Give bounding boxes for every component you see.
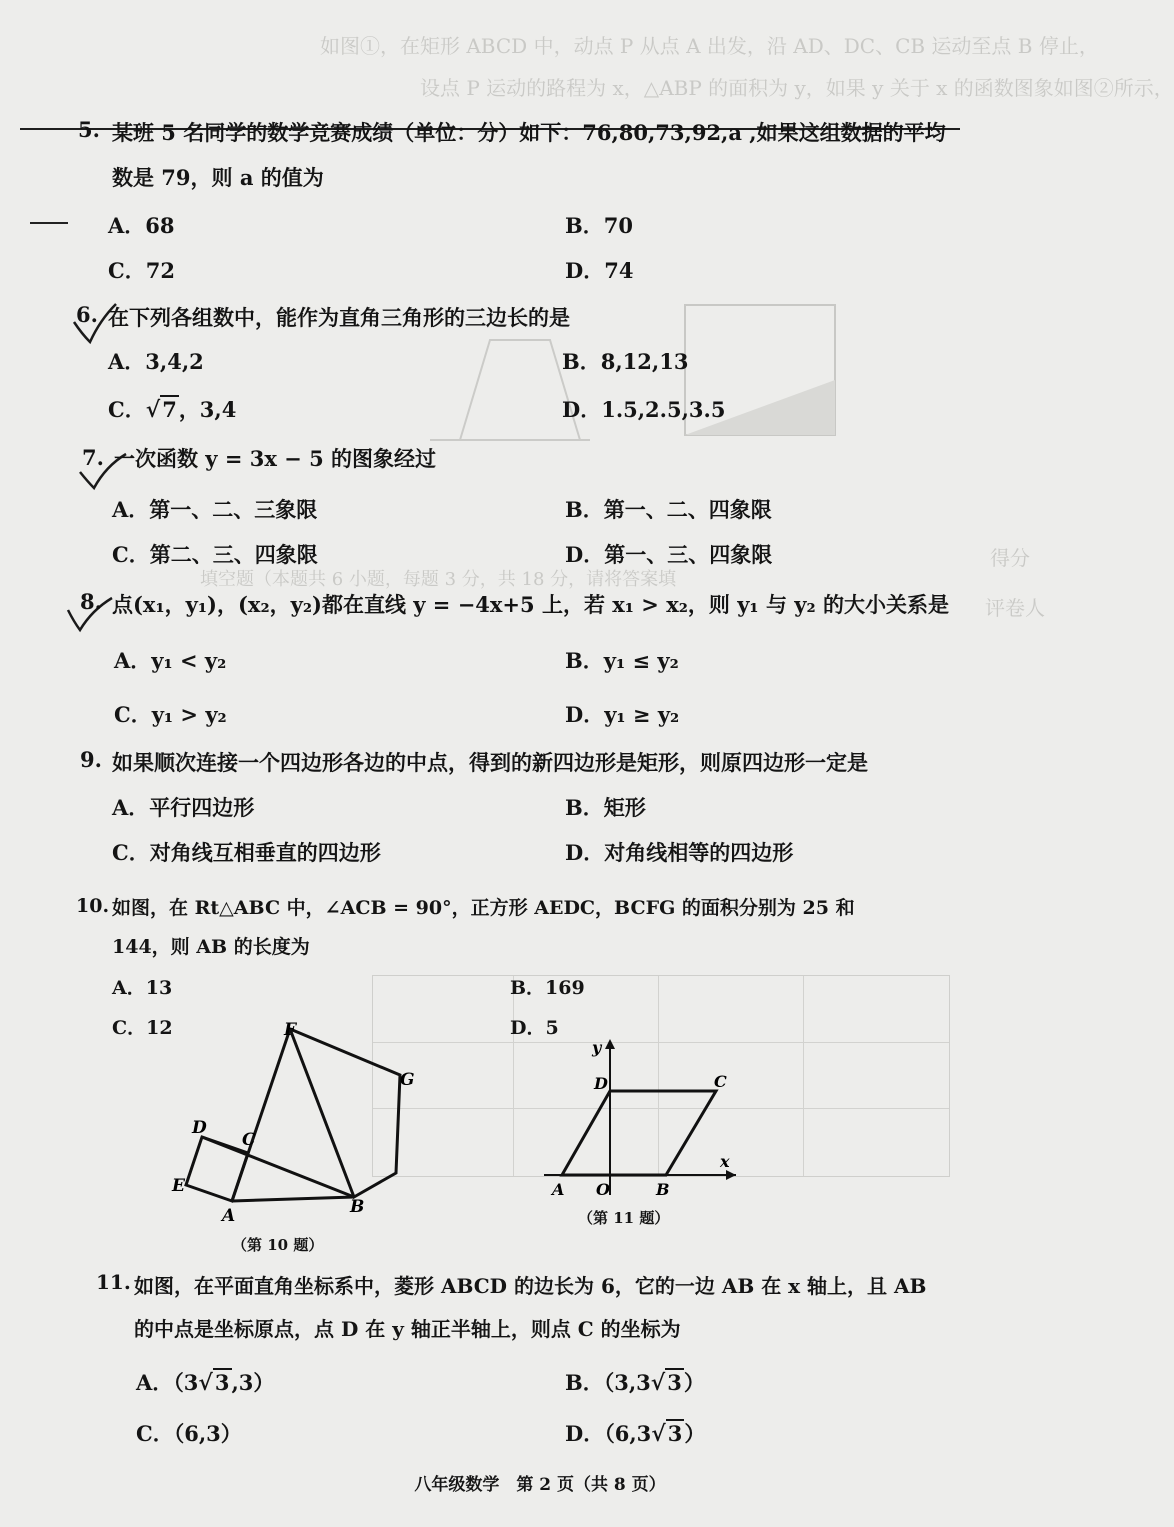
q9-number: 9. [80, 747, 102, 772]
sqrt-symbol: √ [650, 1370, 666, 1396]
side-ab-bottom [232, 1197, 354, 1201]
q5-line2: 数是 79，则 a 的值为 [112, 165, 324, 190]
bleed-through-score: 得分 [990, 546, 1030, 570]
q5-number: 5. [78, 117, 100, 142]
q11-option-c[interactable]: C．（6,3） [136, 1421, 242, 1446]
q6-option-c-rest: ，3,4 [178, 397, 237, 422]
square-bcfg [290, 1029, 400, 1197]
y-axis-arrow-icon [605, 1039, 615, 1049]
q8-option-c[interactable]: C．y₁ > y₂ [114, 702, 227, 727]
q10-option-a[interactable]: A．13 [112, 977, 173, 999]
q6-option-a[interactable]: A．3,4,2 [108, 349, 204, 374]
hypotenuse-ab [202, 1137, 354, 1197]
sqrt-symbol: √ [145, 397, 161, 423]
q10-figure [160, 1015, 430, 1225]
q6-option-d[interactable]: D．1.5,2.5,3.5 [562, 397, 726, 422]
page-footer: 八年级数学 第 2 页（共 8 页） [414, 1475, 666, 1495]
scan-dash-mark [30, 222, 68, 224]
bleed-through-fill: 填空题（本题共 6 小题，每题 3 分，共 18 分，请将答案填 [200, 569, 677, 590]
q9-stem: 如果顺次连接一个四边形各边的中点，得到的新四边形是矩形，则原四边形一定是 [112, 750, 868, 775]
q5-option-c[interactable]: C．72 [108, 258, 175, 283]
q10-number: 10. [76, 895, 110, 917]
q11-number: 11. [96, 1270, 131, 1294]
q6-option-c-prefix: C． [108, 397, 146, 422]
q11-line2: 的中点是坐标原点，点 D 在 y 轴正半轴上，则点 C 的坐标为 [134, 1317, 681, 1341]
q11-caption: （第 11 题） [578, 1209, 670, 1227]
q8-stem: 点(x₁，y₁)，(x₂，y₂)都在直线 y = −4x+5 上，若 x₁ > x₂，则 y₁ 与 y₂ 的大小关系是 [112, 592, 949, 617]
q11-line1: 如图，在平面直角坐标系中，菱形 ABCD 的边长为 6，它的一边 AB 在 x 轴上，且 AB [134, 1274, 927, 1298]
q7-option-b[interactable]: B．第一、二、四象限 [565, 497, 772, 522]
x-axis-arrow-icon [726, 1170, 736, 1180]
q5-option-d[interactable]: D．74 [565, 258, 634, 283]
sqrt-symbol: √ [198, 1370, 213, 1396]
bleed-through-grader: 评卷人 [985, 596, 1045, 620]
q11-option-a-prefix: A．（3 [136, 1370, 199, 1395]
label-d: D [192, 1118, 207, 1138]
q6-stem: 在下列各组数中，能作为直角三角形的三边长的是 [108, 305, 570, 330]
q11-option-b-suffix: ） [683, 1370, 705, 1395]
q9-option-b[interactable]: B．矩形 [565, 795, 646, 820]
q11-option-a-suffix: ,3） [231, 1370, 275, 1395]
q10-option-d[interactable]: D．5 [510, 1017, 559, 1039]
q8-option-a[interactable]: A．y₁ < y₂ [114, 648, 227, 673]
label-x: x [720, 1152, 730, 1171]
q5-option-b[interactable]: B．70 [565, 213, 633, 238]
label-g: G [400, 1070, 415, 1090]
q7-option-d[interactable]: D．第一、三、四象限 [565, 542, 773, 567]
q6-option-c[interactable] [108, 394, 236, 424]
sqrt-symbol: √ [651, 1421, 666, 1447]
label-c: C [714, 1072, 727, 1091]
q7-option-a[interactable]: A．第一、二、三象限 [112, 497, 318, 522]
rhombus-abcd [562, 1091, 716, 1175]
q9-option-d[interactable]: D．对角线相等的四边形 [565, 840, 794, 865]
label-o: O [596, 1180, 610, 1199]
q6-option-c-radicand: 7 [162, 397, 177, 422]
q7-stem: 一次函数 y = 3x − 5 的图象经过 [114, 446, 437, 471]
q8-number: 8. [80, 589, 102, 614]
q11-option-b[interactable] [565, 1367, 705, 1397]
label-a: A [222, 1206, 236, 1226]
q5-line1: 某班 5 名同学的数学竞赛成绩（单位：分）如下：76,80,73,92,a ,如果这组数据的平均 [112, 120, 946, 145]
label-a: A [552, 1180, 565, 1199]
label-b: B [656, 1180, 670, 1199]
bleed-through-top: 如图①，在矩形 ABCD 中，动点 P 从点 A 出发，沿 AD、DC、CB 运动至点 B 停止， [320, 34, 1099, 58]
q9-option-a[interactable]: A．平行四边形 [112, 795, 255, 820]
label-f: F [284, 1020, 297, 1040]
q11-option-a-radicand: 3 [214, 1370, 230, 1395]
q9-option-c[interactable]: C．对角线互相垂直的四边形 [112, 840, 381, 865]
q7-option-c[interactable]: C．第二、三、四象限 [112, 542, 318, 567]
q10-option-b[interactable]: B．169 [510, 977, 585, 999]
q11-option-b-radicand: 3 [667, 1370, 682, 1395]
q8-option-d[interactable]: D．y₁ ≥ y₂ [565, 702, 680, 727]
q11-option-d-suffix: ） [684, 1421, 706, 1446]
q8-option-b[interactable]: B．y₁ ≤ y₂ [565, 648, 679, 673]
q11-option-a[interactable] [136, 1367, 274, 1397]
label-c: C [242, 1130, 256, 1150]
q10-line2: 144，则 AB 的长度为 [112, 936, 310, 958]
q10-line1: 如图，在 Rt△ABC 中，∠ACB = 90°，正方形 AEDC，BCFG 的面积分别为 25 和 [112, 897, 855, 919]
q5-option-a[interactable]: A．68 [108, 213, 175, 238]
q11-option-d-prefix: D．（6,3 [565, 1421, 652, 1446]
q7-number: 7. [82, 445, 104, 470]
q11-option-b-prefix: B．（3,3 [565, 1370, 651, 1395]
label-y: y [592, 1038, 602, 1057]
q11-option-d-radicand: 3 [667, 1421, 683, 1446]
bleed-through-top-2: 设点 P 运动的路程为 x，△ABP 的面积为 y，如果 y 关于 x 的函数图象如图②所示， [420, 76, 1174, 100]
q6-number: 6. [76, 302, 98, 327]
q10-caption: （第 10 题） [232, 1236, 324, 1254]
label-b: B [350, 1197, 365, 1217]
square-aedc [186, 1137, 248, 1201]
q6-option-b[interactable]: B．8,12,13 [562, 349, 689, 374]
q11-option-d[interactable] [565, 1418, 705, 1448]
q11-figure [540, 1035, 740, 1205]
q10-option-c[interactable]: C．12 [112, 1017, 173, 1039]
label-d: D [594, 1074, 608, 1093]
label-e: E [172, 1176, 185, 1196]
